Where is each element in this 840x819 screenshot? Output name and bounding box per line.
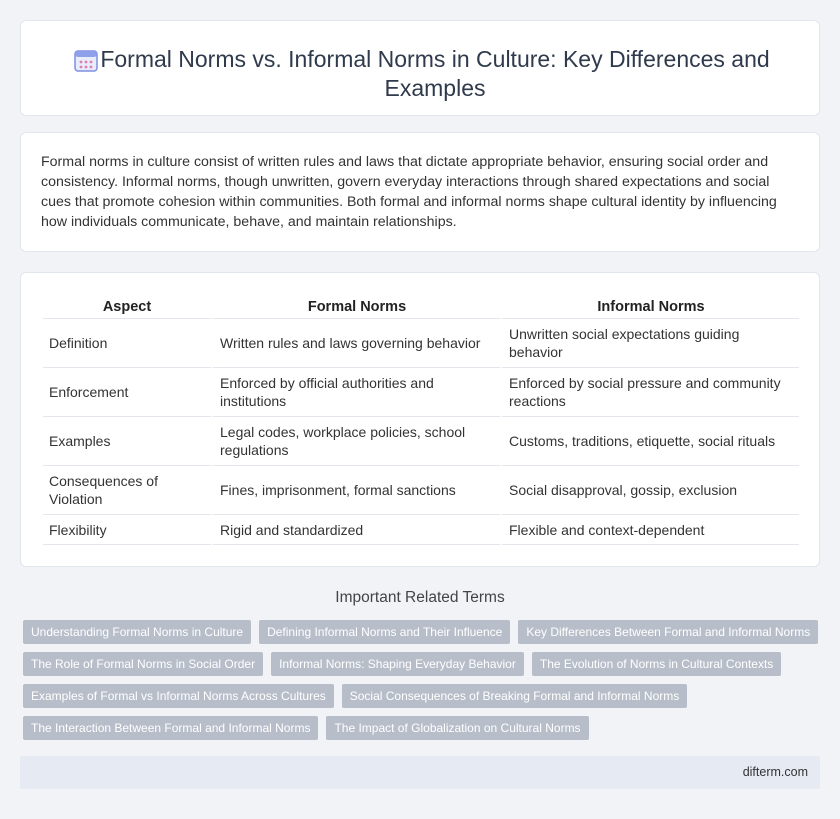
header-aspect: Aspect <box>43 295 211 319</box>
related-term-link[interactable]: Key Differences Between Formal and Informal Norms <box>518 620 818 644</box>
related-term-link[interactable]: Social Consequences of Breaking Formal and Informal Norms <box>342 684 687 708</box>
table-row <box>43 319 799 368</box>
intro-paragraph: Formal norms in culture consist of written rules and laws that dictate appropriate behavior, ensuring social order and consistency. Informal norms, though unwritten, govern everyday interactions through shared expectations and social cues that promote cohesion within communities. Both formal and informal norms shape cultural identity by influencing how individuals communicate, behave, and maintain relationships. <box>41 154 777 230</box>
comparison-table-card <box>20 272 820 567</box>
related-term-link[interactable]: The Evolution of Norms in Cultural Contexts <box>532 652 781 676</box>
table-row <box>43 466 799 515</box>
related-terms-title: Important Related Terms <box>335 589 505 606</box>
row-aspect: Examples <box>43 417 211 466</box>
row-aspect: Enforcement <box>43 368 211 417</box>
footer-site-link[interactable]: difterm.com <box>742 765 808 779</box>
related-term-link[interactable]: Defining Informal Norms and Their Influence <box>259 620 510 644</box>
table-row <box>43 515 799 545</box>
footer <box>20 756 820 789</box>
row-informal: Customs, traditions, etiquette, social rituals <box>500 417 799 466</box>
table-row <box>43 368 799 417</box>
intro-card <box>20 132 820 252</box>
row-aspect: Definition <box>43 319 211 368</box>
related-term-link[interactable]: The Interaction Between Formal and Informal Norms <box>23 716 318 740</box>
row-informal: Social disapproval, gossip, exclusion <box>500 466 799 515</box>
row-formal: Written rules and laws governing behavior <box>211 319 500 368</box>
related-term-link[interactable]: The Impact of Globalization on Cultural Norms <box>326 716 588 740</box>
related-term-link[interactable]: Informal Norms: Shaping Everyday Behavior <box>271 652 524 676</box>
comparison-table <box>43 295 799 545</box>
row-formal: Legal codes, workplace policies, school regulations <box>211 417 500 466</box>
row-informal: Enforced by social pressure and community reactions <box>500 368 799 417</box>
page-title: Formal Norms vs. Informal Norms in Culture: Key Differences and Examples <box>100 46 770 101</box>
title-wrap <box>61 45 799 103</box>
row-informal: Unwritten social expectations guiding behavior <box>500 319 799 368</box>
tag-row <box>23 684 823 708</box>
tag-row <box>23 620 823 644</box>
header-formal-norms: Formal Norms <box>211 295 500 319</box>
table-row <box>43 417 799 466</box>
header-informal-norms: Informal Norms <box>500 295 799 319</box>
row-aspect: Flexibility <box>43 515 211 545</box>
row-informal: Flexible and context-dependent <box>500 515 799 545</box>
row-aspect: Consequences of Violation <box>43 466 211 515</box>
calendar-icon <box>73 47 99 73</box>
row-formal: Rigid and standardized <box>211 515 500 545</box>
row-formal: Enforced by official authorities and institutions <box>211 368 500 417</box>
table-header-row <box>43 295 799 319</box>
related-term-link[interactable]: Examples of Formal vs Informal Norms Across Cultures <box>23 684 334 708</box>
tag-row <box>23 716 823 740</box>
header-card <box>20 20 820 116</box>
related-term-link[interactable]: Understanding Formal Norms in Culture <box>23 620 251 644</box>
related-terms-list <box>23 620 823 748</box>
row-formal: Fines, imprisonment, formal sanctions <box>211 466 500 515</box>
tag-row <box>23 652 823 676</box>
related-term-link[interactable]: The Role of Formal Norms in Social Order <box>23 652 263 676</box>
